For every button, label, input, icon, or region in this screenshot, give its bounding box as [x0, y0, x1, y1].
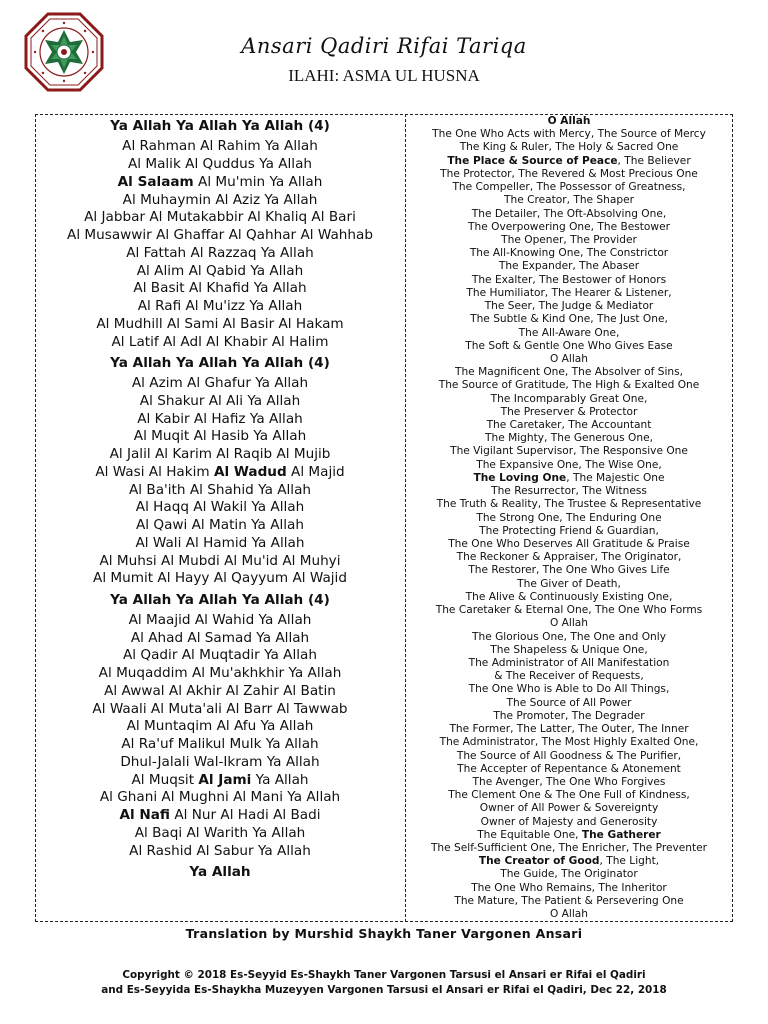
translation-line: The Restorer, The One Who Gives Life: [468, 564, 670, 577]
translation-line: The Administrator of All Manifestation: [468, 656, 670, 669]
translation-line: Owner of Majesty and Generosity: [480, 815, 658, 828]
divine-names-line: Al Muqaddim Al Mu'akhkhir Ya Allah: [98, 665, 342, 681]
divine-names-line: Al Qawi Al Matin Ya Allah: [135, 517, 305, 533]
line-text: Al Mu'min Ya Allah: [193, 173, 323, 190]
translation-line: The One Who is Able to Do All Things,: [468, 683, 670, 696]
closing-line: Ya Allah: [189, 864, 251, 881]
translation-line: The Self-Sufficient One, The Enricher, The Preventer: [430, 842, 708, 855]
translation-line: The Caretaker, The Accountant: [486, 419, 652, 432]
divine-names-line: Al Qadir Al Muqtadir Ya Allah: [123, 647, 317, 664]
translation-line: O Allah: [549, 908, 589, 921]
divine-names-line: Al Malik Al Quddus Ya Allah: [127, 156, 313, 172]
chorus-line: Ya Allah Ya Allah Ya Allah (4): [110, 591, 330, 608]
line-text: Al Muqsit: [131, 771, 199, 788]
translation-line: & The Receiver of Requests,: [494, 670, 644, 683]
divine-names-line: [36, 807, 404, 825]
translation-line: The One Who Deserves All Gratitude & Praise: [448, 538, 690, 550]
divine-names-line: Al Mumit Al Hayy Al Qayyum Al Wajid: [93, 570, 347, 587]
translation-line: Owner of All Power & Sovereignty: [479, 802, 659, 815]
translation-line: The Vigilant Supervisor, The Responsive One: [450, 445, 688, 458]
translation-line: The Preserver & Protector: [500, 405, 638, 418]
translation-line: The Accepter of Repentance & Atonement: [457, 762, 681, 775]
divine-names-line: Al Muhsi Al Mubdi Al Mu'id Al Muhyi: [99, 552, 341, 569]
divine-names-line: Al Latif Al Adl Al Khabir Al Halim: [111, 333, 329, 350]
translation-line: The Alive & Continuously Existing One,: [465, 590, 673, 603]
translation-credit: Translation by Murshid Shaykh Taner Vargonen Ansari: [185, 926, 583, 941]
translation-line: The Expander, The Abaser: [498, 260, 640, 273]
translation-line: The Magnificent One, The Absolver of Sins,: [455, 366, 683, 379]
divine-names-line: Al Awwal Al Akhir Al Zahir Al Batin: [104, 682, 336, 699]
translation-line: The Source of All Goodness & The Purifier,: [456, 749, 682, 762]
chorus-line: Ya Allah Ya Allah Ya Allah (4): [110, 354, 330, 371]
divine-names-line: Al Waali Al Muta'ali Al Barr Al Tawwab: [92, 700, 348, 717]
emphasized-text: The Place & Source of Peace: [447, 154, 618, 167]
translation-line: The Exalter, The Bestower of Honors: [471, 273, 667, 286]
translation-line: The Source of Gratitude, The High & Exalted One: [438, 379, 700, 392]
divine-names-line: Al Alim Al Qabid Ya Allah: [136, 262, 304, 279]
translation-line: O Allah: [549, 352, 589, 365]
divine-names-line: [36, 772, 404, 790]
emphasized-text: O Allah: [547, 115, 591, 127]
line-text: Al Nur Al Hadi Al Badi: [170, 807, 321, 823]
translation-line: The Creator, The Shaper: [504, 194, 634, 207]
translation-line: The Overpowering One, The Bestower: [468, 220, 670, 233]
divine-names-line: Al Musawwir Al Ghaffar Al Qahhar Al Wahhab: [67, 227, 373, 243]
document-title: Ansari Qadiri Rifai Tariqa: [241, 34, 527, 58]
translation-line: The Humiliator, The Hearer & Listener,: [466, 286, 672, 299]
translation-line: The Former, The Latter, The Outer, The Inner: [449, 723, 689, 736]
divine-names-line: Al Ba'ith Al Shahid Ya Allah: [128, 481, 312, 498]
translations-column: [406, 115, 732, 921]
divine-names-line: Al Wali Al Hamid Ya Allah: [135, 534, 305, 551]
translation-line: The Clement One & The One Full of Kindness,: [448, 789, 690, 802]
translation-line: The Promoter, The Degrader: [493, 709, 645, 722]
translation-line: The All-Aware One,: [518, 326, 620, 339]
translation-line: The King & Ruler, The Holy & Sacred One: [459, 141, 679, 154]
divine-names-line: Al Muhaymin Al Aziz Ya Allah: [122, 191, 318, 208]
emphasized-text: Al Nafi: [119, 807, 170, 823]
copyright-notice: [0, 968, 768, 998]
divine-names-line: Al Azim Al Ghafur Ya Allah: [131, 375, 309, 391]
emphasized-text: Al Salaam: [117, 173, 194, 190]
divine-names-line: Al Rafi Al Mu'izz Ya Allah: [137, 298, 303, 314]
translation-line: The Caretaker & Eternal One, The One Who Forms: [435, 604, 703, 617]
emphasized-text: Al Jami: [198, 771, 252, 788]
line-text: Al Wasi Al Hakim: [95, 463, 214, 480]
translation-line: O Allah: [549, 617, 589, 630]
translation-line: The Expansive One, The Wise One,: [476, 458, 662, 471]
divine-names-line: Al Shakur Al Ali Ya Allah: [139, 392, 301, 409]
divine-names-line: Al Muqit Al Hasib Ya Allah: [133, 428, 307, 445]
translation-line: The One Who Remains, The Inheritor: [471, 881, 667, 894]
names-column: [36, 118, 404, 885]
divine-names-line: Al Muntaqim Al Afu Ya Allah: [126, 718, 314, 735]
line-text: , The Light,: [599, 855, 660, 868]
line-text: , The Believer: [617, 154, 691, 167]
divine-names-line: Al Ra'uf Malikul Mulk Ya Allah: [121, 736, 319, 752]
translation-line: The Avenger, The One Who Forgives: [472, 775, 666, 788]
translation-line: The Shapeless & Unique One,: [490, 643, 648, 656]
copyright-line: Copyright © 2018 Es-Seyyid Es-Shaykh Taner Vargonen Tarsusi el Ansari er Rifai el Qadiri: [122, 969, 646, 981]
translation-line: The All-Knowing One, The Constrictor: [469, 247, 669, 260]
translation-line: [406, 829, 732, 842]
divine-names-line: Al Ghani Al Mughni Al Mani Ya Allah: [99, 789, 341, 806]
translation-line: The Incomparably Great One,: [490, 392, 648, 405]
divine-names-line: Al Maajid Al Wahid Ya Allah: [128, 611, 312, 628]
copyright-line: and Es-Seyyida Es-Shaykha Muzeyyen Vargonen Tarsusi el Ansari er Rifai el Qadiri, Dec 22, 2018: [101, 984, 667, 996]
translation-line: [406, 155, 732, 168]
translation-line: The Opener, The Provider: [501, 233, 637, 246]
divine-names-line: Dhul-Jalali Wal-Ikram Ya Allah: [120, 753, 320, 770]
divine-names-line: Al Basit Al Khafid Ya Allah: [133, 280, 307, 297]
translation-line: The Compeller, The Possessor of Greatness,: [452, 181, 686, 194]
translation-line: The Soft & Gentle One Who Gives Ease: [465, 339, 673, 352]
translation-line: The Mighty, The Generous One,: [485, 432, 653, 445]
translation-line: The Protecting Friend & Guardian,: [479, 524, 659, 537]
divine-names-line: Al Fattah Al Razzaq Ya Allah: [126, 244, 314, 261]
translation-line: The Mature, The Patient & Persevering One: [454, 894, 684, 907]
divine-names-line: Al Baqi Al Warith Ya Allah: [134, 824, 306, 841]
translation-line: The Protector, The Revered & Most Precious One: [440, 167, 698, 180]
emphasized-text: Al Wadud: [213, 463, 287, 480]
translation-line: [406, 115, 732, 128]
translation-line: The Strong One, The Enduring One: [476, 511, 662, 524]
translation-line: The Administrator, The Most Highly Exalted One,: [439, 736, 699, 749]
translation-line: The Subtle & Kind One, The Just One,: [470, 313, 668, 326]
emphasized-text: The Loving One: [473, 471, 567, 484]
line-text: Al Majid: [286, 463, 345, 480]
translation-line: The One Who Acts with Mercy, The Source of Mercy: [432, 128, 706, 141]
translation-line: The Guide, The Originator: [500, 868, 638, 881]
divine-names-line: Al Rahman Al Rahim Ya Allah: [122, 138, 318, 155]
translation-line: The Seer, The Judge & Mediator: [484, 300, 654, 313]
translation-line: The Resurrector, The Witness: [491, 485, 647, 498]
translation-line: The Detailer, The Oft-Absolving One,: [471, 207, 667, 220]
line-text: , The Majestic One: [566, 471, 665, 484]
translation-line: The Source of All Power: [506, 696, 632, 709]
divine-names-line: Al Kabir Al Hafiz Ya Allah: [137, 410, 303, 427]
document-subtitle: ILAHI: ASMA UL HUSNA: [288, 66, 480, 85]
emphasized-text: The Gatherer: [581, 828, 661, 841]
translation-line: The Truth & Reality, The Trustee & Representative: [436, 498, 702, 511]
translation-line: The Glorious One, The One and Only: [472, 630, 666, 643]
divine-names-line: [36, 174, 404, 192]
divine-names-line: Al Mudhill Al Sami Al Basir Al Hakam: [96, 315, 344, 332]
divine-names-line: Al Jabbar Al Mutakabbir Al Khaliq Al Bari: [84, 209, 356, 226]
line-text: The Equitable One,: [477, 828, 582, 841]
divine-names-line: Al Ahad Al Samad Ya Allah: [130, 629, 310, 646]
divine-names-line: [36, 464, 404, 482]
translation-line: The Giver of Death,: [517, 577, 621, 590]
translation-line: [406, 855, 732, 868]
translation-line: [406, 472, 732, 485]
divine-names-line: Al Haqq Al Wakil Ya Allah: [135, 499, 305, 516]
divine-names-line: Al Rashid Al Sabur Ya Allah: [129, 842, 311, 859]
emphasized-text: The Creator of Good: [478, 855, 600, 868]
line-text: Ya Allah: [251, 771, 309, 788]
divine-names-line: Al Jalil Al Karim Al Raqib Al Mujib: [109, 446, 331, 462]
translation-line: The Reckoner & Appraiser, The Originator,: [456, 551, 682, 564]
chorus-line: Ya Allah Ya Allah Ya Allah (4): [110, 118, 330, 134]
